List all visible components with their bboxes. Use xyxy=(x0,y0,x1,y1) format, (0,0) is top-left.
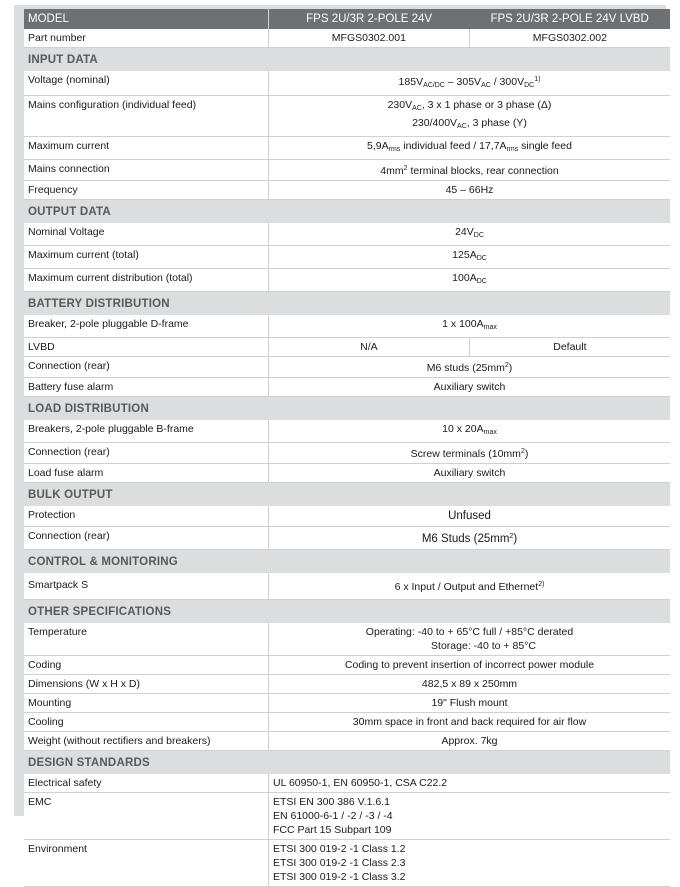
model-col-2: FPS 2U/3R 2-POLE 24V LVBD xyxy=(469,9,670,29)
row-label: Part number xyxy=(24,29,269,48)
table-row xyxy=(24,506,670,527)
table-row xyxy=(24,675,670,694)
table-row xyxy=(24,464,670,483)
emc-value: ETSI EN 300 386 V.1.6.1 EN 61000-6-1 / -2 / -3 / -4 FCC Part 15 Subpart 109 xyxy=(269,793,671,840)
battery-fuse-alarm-value: Auxiliary switch xyxy=(269,378,671,397)
table-row xyxy=(24,793,670,840)
table-row xyxy=(24,181,670,200)
max-current-value: $5,9A_{rms}$ individual feed / $17,7A_{rms}$ single feed xyxy=(269,137,671,160)
lvbd-value-1: N/A xyxy=(269,338,470,357)
table-row xyxy=(24,443,670,464)
row-label: Dimensions (W x H x D) xyxy=(24,675,269,694)
table-row xyxy=(24,29,670,48)
row-label: Temperature xyxy=(24,623,269,656)
battery-breaker-value: 1 x $100A_{max}$ xyxy=(269,315,671,338)
table-row xyxy=(24,573,670,600)
row-label: Weight (without rectifiers and breakers) xyxy=(24,732,269,751)
table-row xyxy=(24,713,670,732)
table-row xyxy=(24,137,670,160)
table-row xyxy=(24,694,670,713)
spec-table xyxy=(24,9,670,887)
section-header-bulk: BULK OUTPUT xyxy=(24,483,670,507)
row-label: Maximum current distribution (total) xyxy=(24,269,269,292)
table-row xyxy=(24,269,670,292)
voltage-value: $185V_{AC/DC} - 305V_{AC} / 300V_{DC}^{1)}$ xyxy=(269,71,671,96)
row-label: Load fuse alarm xyxy=(24,464,269,483)
environment-value: ETSI 300 019-2 -1 Class 1.2 ETSI 300 019-2 -1 Class 2.3 ETSI 300 019-2 -1 Class 3.2 xyxy=(269,840,671,887)
load-breakers-value: 10 x $20A_{max}$ xyxy=(269,420,671,443)
table-row xyxy=(24,223,670,246)
nominal-voltage-value: $24V_{DC}$ xyxy=(269,223,671,246)
table-row xyxy=(24,732,670,751)
load-fuse-alarm-value: Auxiliary switch xyxy=(269,464,671,483)
row-label: Protection xyxy=(24,506,269,527)
table-row xyxy=(24,96,670,137)
model-label: MODEL xyxy=(24,9,269,29)
table-row xyxy=(24,160,670,181)
section-header-input: INPUT DATA xyxy=(24,48,670,72)
row-label: Nominal Voltage xyxy=(24,223,269,246)
dimensions-value: 482,5 x 89 x 250mm xyxy=(269,675,671,694)
section-header-control: CONTROL & MONITORING xyxy=(24,550,670,574)
table-row xyxy=(24,420,670,443)
row-label: Breaker, 2-pole pluggable D-frame xyxy=(24,315,269,338)
table-row xyxy=(24,315,670,338)
model-col-1: FPS 2U/3R 2-POLE 24V xyxy=(269,9,470,29)
row-label: EMC xyxy=(24,793,269,840)
spec-sheet xyxy=(14,5,666,883)
row-label: Frequency xyxy=(24,181,269,200)
part-number-1: MFGS0302.001 xyxy=(269,29,470,48)
weight-value: Approx. 7kg xyxy=(269,732,671,751)
lvbd-value-2: Default xyxy=(469,338,670,357)
max-current-total-value: $125A_{DC}$ xyxy=(269,246,671,269)
table-row xyxy=(24,246,670,269)
row-label: Mains connection xyxy=(24,160,269,181)
battery-connection-value: M6 studs $(25mm^2)$ xyxy=(269,357,671,378)
row-label: LVBD xyxy=(24,338,269,357)
coding-value: Coding to prevent insertion of incorrect power module xyxy=(269,656,671,675)
row-label: Smartpack S xyxy=(24,573,269,600)
smartpack-value: 6 x Input / Output and Ethernet$^{2)}$ xyxy=(269,573,671,600)
row-label: Cooling xyxy=(24,713,269,732)
table-row xyxy=(24,378,670,397)
table-row xyxy=(24,357,670,378)
row-label: Connection (rear) xyxy=(24,357,269,378)
model-header-row xyxy=(24,9,670,29)
section-header-output: OUTPUT DATA xyxy=(24,200,670,224)
bulk-connection-value: M6 Studs $(25mm^2)$ xyxy=(269,527,671,550)
bulk-protection-value: Unfused xyxy=(269,506,671,527)
mains-connection-value: $4mm^2$ terminal blocks, rear connection xyxy=(269,160,671,181)
row-label: Environment xyxy=(24,840,269,887)
section-header-battery: BATTERY DISTRIBUTION xyxy=(24,292,670,316)
mains-config-value: $230V_{AC}$, 3 x 1 phase or 3 phase (Δ) $230/400V_{AC}$, 3 phase (Y) xyxy=(269,96,671,137)
table-row xyxy=(24,840,670,887)
load-connection-value: Screw terminals $(10mm^2)$ xyxy=(269,443,671,464)
cooling-value: 30mm space in front and back required for air flow xyxy=(269,713,671,732)
table-row xyxy=(24,71,670,96)
row-label: Mounting xyxy=(24,694,269,713)
table-row xyxy=(24,774,670,793)
table-row xyxy=(24,656,670,675)
table-row xyxy=(24,338,670,357)
section-header-design: DESIGN STANDARDS xyxy=(24,751,670,775)
table-row xyxy=(24,527,670,550)
row-label: Maximum current xyxy=(24,137,269,160)
electrical-safety-value: UL 60950-1, EN 60950-1, CSA C22.2 xyxy=(269,774,671,793)
table-row xyxy=(24,623,670,656)
max-current-dist-value: $100A_{DC}$ xyxy=(269,269,671,292)
row-label: Maximum current (total) xyxy=(24,246,269,269)
row-label: Battery fuse alarm xyxy=(24,378,269,397)
row-label: Coding xyxy=(24,656,269,675)
section-header-load: LOAD DISTRIBUTION xyxy=(24,397,670,421)
row-label: Voltage (nominal) xyxy=(24,71,269,96)
temperature-value: Operating: -40 to + 65°C full / +85°C derated Storage: -40 to + 85°C xyxy=(269,623,671,656)
mounting-value: 19" Flush mount xyxy=(269,694,671,713)
row-label: Electrical safety xyxy=(24,774,269,793)
section-header-other: OTHER SPECIFICATIONS xyxy=(24,600,670,624)
row-label: Connection (rear) xyxy=(24,527,269,550)
row-label: Breakers, 2-pole pluggable B-frame xyxy=(24,420,269,443)
frequency-value: 45 – 66Hz xyxy=(269,181,671,200)
part-number-2: MFGS0302.002 xyxy=(469,29,670,48)
row-label: Connection (rear) xyxy=(24,443,269,464)
row-label: Mains configuration (individual feed) xyxy=(24,96,269,137)
